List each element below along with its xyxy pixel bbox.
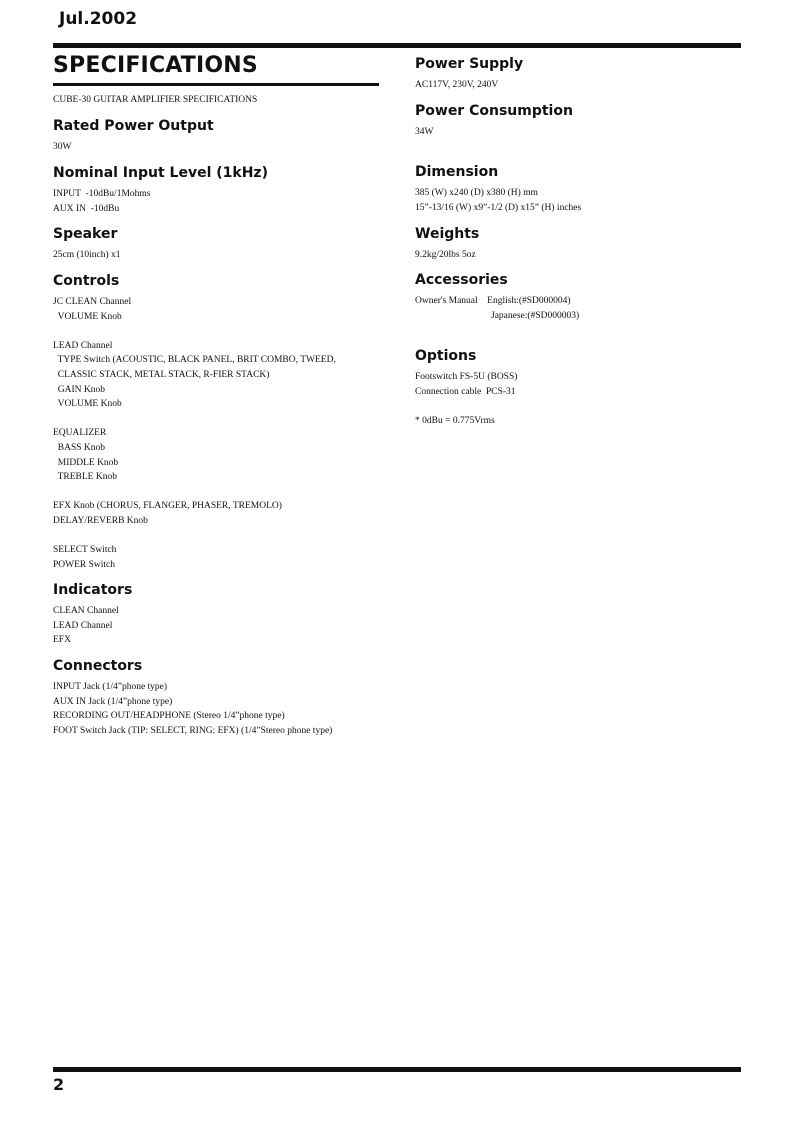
spec-section [415, 163, 745, 215]
section-heading: Nominal Input Level (1kHz) [53, 165, 268, 181]
spec-line [53, 529, 393, 544]
spec-section [415, 347, 745, 399]
spec-line: INPUT Jack (1/4”phone type) [53, 682, 168, 692]
section-heading: Power Supply [415, 56, 524, 72]
spec-line: GAIN Knob [53, 384, 105, 395]
section-body [415, 248, 745, 263]
section-body [53, 680, 393, 738]
spec-line: AC117V, 230V, 240V [415, 80, 499, 90]
bottom-rule [53, 1067, 741, 1072]
spec-line: CLEAN Channel [53, 606, 119, 616]
page-subtitle: CUBE-30 GUITAR AMPLIFIER SPECIFICATIONS [53, 95, 258, 105]
spec-line [53, 412, 393, 427]
spec-line: Footswitch FS-5U (BOSS) [415, 372, 518, 382]
spec-line: LEAD Channel [53, 340, 113, 351]
spec-line: TREBLE Knob [53, 472, 117, 483]
section-body [53, 187, 393, 216]
title-underline [53, 83, 379, 86]
section-body [415, 125, 745, 140]
section-body [53, 140, 393, 155]
spec-section [53, 164, 393, 216]
section-heading: Speaker [53, 226, 118, 242]
spec-section [415, 271, 745, 323]
spec-section [53, 225, 393, 263]
spec-section [53, 657, 393, 738]
spec-line: 25cm (10inch) x1 [53, 250, 121, 260]
section-body [53, 604, 393, 648]
section-body [415, 294, 745, 323]
spec-line: EFX [53, 635, 71, 646]
spec-line: SELECT Switch [53, 545, 117, 556]
section-body [53, 295, 393, 572]
spec-line: EQUALIZER [53, 428, 107, 439]
spec-line [53, 485, 393, 500]
top-rule [53, 43, 741, 48]
spec-line: POWER Switch [53, 559, 116, 570]
spec-line: 30W [53, 142, 72, 152]
spec-line: RECORDING OUT/HEADPHONE (Stereo 1/4”phone type) [53, 711, 285, 722]
header-date: Jul.2002 [59, 9, 138, 29]
section-heading: Accessories [415, 272, 508, 288]
spec-line: Connection cable PCS-31 [415, 386, 516, 397]
spec-line: FOOT Switch Jack (TIP: SELECT, RING: EFX) (1/4”Stereo phone type) [53, 725, 333, 736]
spec-line: TYPE Switch (ACOUSTIC, BLACK PANEL, BRIT COMBO, TWEED, [53, 355, 336, 366]
spec-line: BASS Knob [53, 442, 105, 453]
section-heading: Dimension [415, 164, 499, 180]
spec-line: AUX IN -10dBu [53, 203, 120, 214]
section-heading: Controls [53, 273, 120, 289]
spec-line: 34W [415, 127, 434, 137]
section-heading: Weights [415, 226, 480, 242]
spec-line: JC CLEAN Channel [53, 297, 132, 307]
spec-line: AUX IN Jack (1/4”phone type) [53, 696, 173, 707]
spec-line: Japanese:(#SD000003) [415, 310, 580, 321]
section-body [415, 186, 745, 215]
section-body [53, 248, 393, 263]
page-title: SPECIFICATIONS [53, 53, 258, 78]
spec-section [415, 102, 745, 140]
section-body [415, 370, 745, 399]
spec-line: VOLUME Knob [53, 311, 122, 322]
footnote: * 0dBu = 0.775Vrms [415, 416, 495, 426]
spec-section [53, 117, 393, 155]
spec-section [415, 55, 745, 93]
spec-line: LEAD Channel [53, 620, 113, 631]
spec-line: INPUT -10dBu/1Mohms [53, 189, 151, 199]
section-heading: Options [415, 348, 477, 364]
page-number: 2 [53, 1075, 65, 1094]
section-heading: Connectors [53, 658, 143, 674]
section-heading: Power Consumption [415, 103, 573, 119]
spec-line: 385 (W) x240 (D) x380 (H) mm [415, 188, 538, 198]
spec-line: Owner's Manual English:(#SD000004) [415, 296, 571, 306]
spec-section [53, 272, 393, 572]
spec-line: CLASSIC STACK, METAL STACK, R-FIER STACK) [53, 369, 270, 380]
spec-line: MIDDLE Knob [53, 457, 119, 468]
section-heading: Indicators [53, 582, 133, 598]
spec-line: DELAY/REVERB Knob [53, 515, 148, 526]
section-body [415, 78, 745, 93]
spec-line [53, 324, 393, 339]
spec-line: VOLUME Knob [53, 399, 122, 410]
spec-line: 15”-13/16 (W) x9”-1/2 (D) x15” (H) inches [415, 202, 582, 213]
section-heading: Rated Power Output [53, 118, 214, 134]
spec-section [53, 581, 393, 648]
spec-section [415, 225, 745, 263]
spec-line: 9.2kg/20lbs 5oz [415, 250, 476, 260]
spec-line: EFX Knob (CHORUS, FLANGER, PHASER, TREMOLO) [53, 501, 282, 512]
